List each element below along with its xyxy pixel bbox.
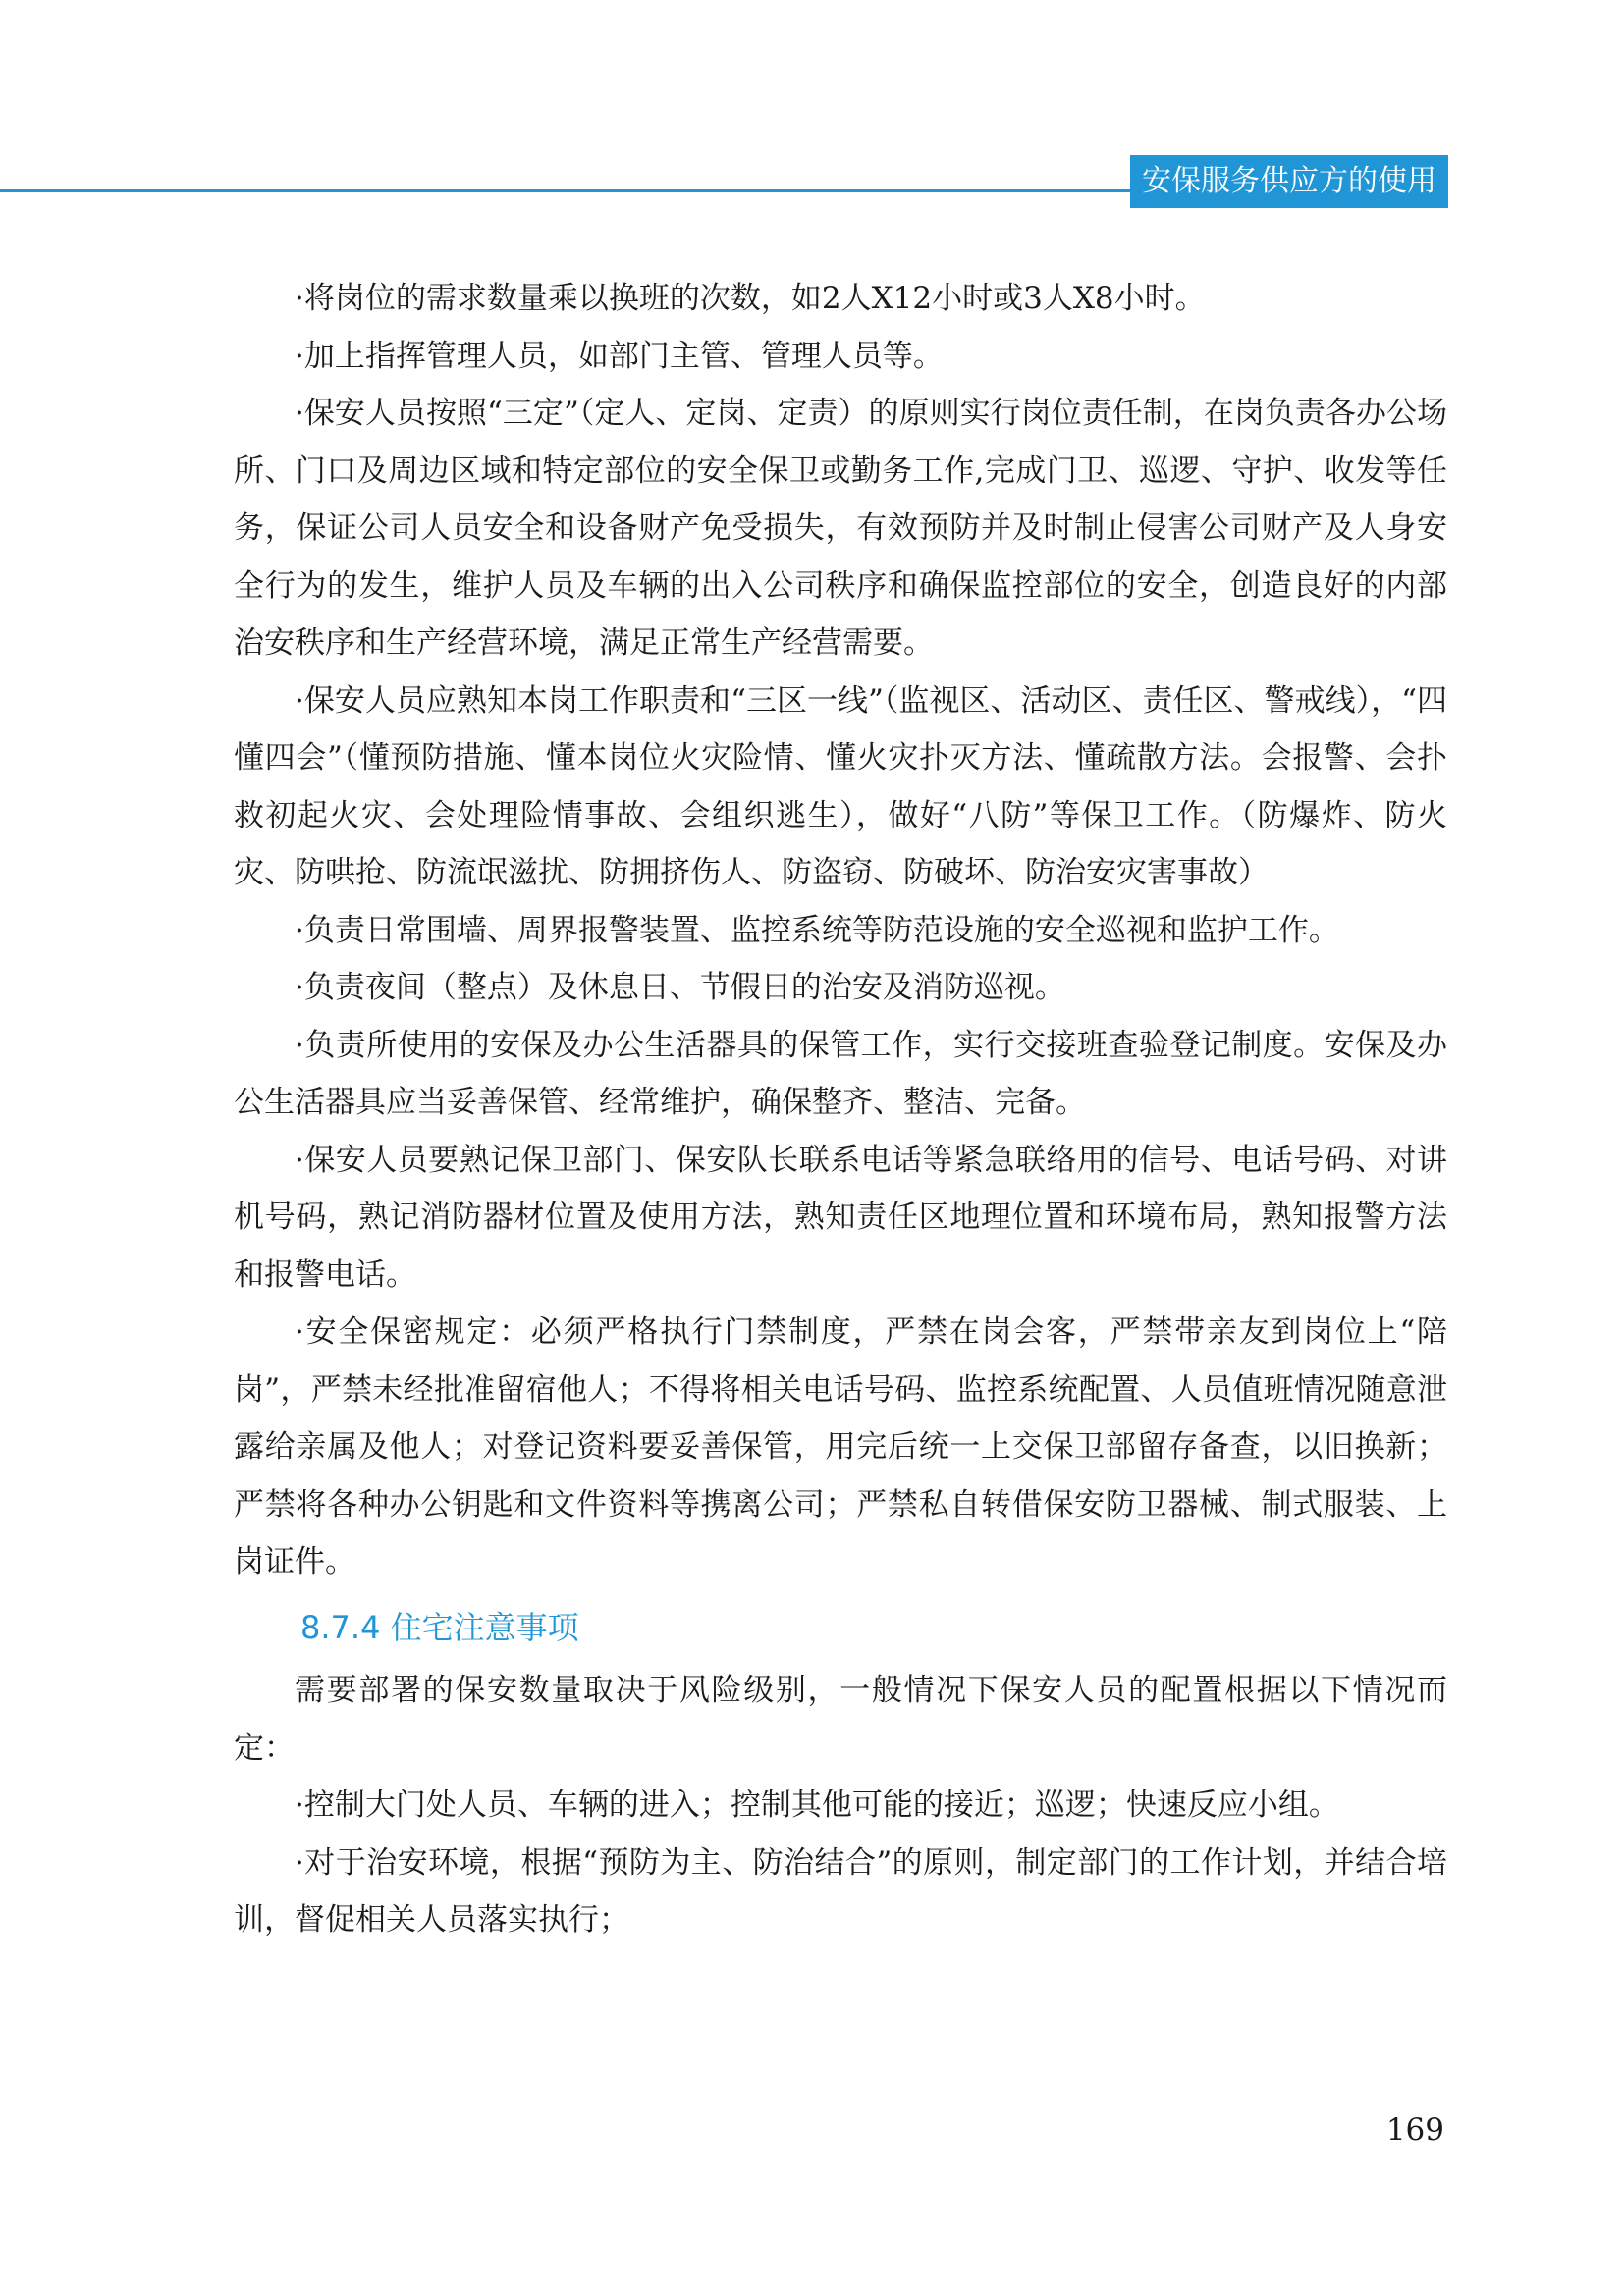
- paragraph: ·保安人员应熟知本岗工作职责和“三区一线”（监视区、活动区、责任区、警戒线），“四懂四会”（懂预防措施、懂本岗位火灾险情、懂火灾扑灭方法、懂疏散方法。会报警、会扑救初起火灾、会处理险情事故、会组织逃生），做好“八防”等保卫工作。（防爆炸、防火灾、防哄抢、防流氓滋扰、防拥挤伤人、防盗窃、防破坏、防治安灾害事故）: [234, 682, 1447, 890]
- paragraph: ·负责所使用的安保及办公生活器具的保管工作，实行交接班查验登记制度。安保及办公生活器具应当妥善保管、经常维护，确保整齐、整洁、完备。: [234, 1027, 1447, 1120]
- paragraph: ·负责日常围墙、周界报警装置、监控系统等防范设施的安全巡视和监护工作。: [295, 912, 1339, 948]
- paragraph: ·保安人员按照“三定”（定人、定岗、定责）的原则实行岗位责任制，在岗负责各办公场所、门口及周边区域和特定部位的安全保卫或勤务工作,完成门卫、巡逻、守护、收发等任务，保证公司人员安全和设备财产免受损失，有效预防并及时制止侵害公司财产及人身安全行为的发生，维护人员及车辆的出入公司秩序和确保监控部位的安全，创造良好的内部治安秩序和生产经营环境，满足正常生产经营需要。: [234, 396, 1447, 661]
- paragraph: 需要部署的保安数量取决于风险级别，一般情况下保安人员的配置根据以下情况而定：: [234, 1673, 1447, 1766]
- page-number: 169: [1385, 2112, 1444, 2148]
- paragraph: ·加上指挥管理人员，如部门主管、管理人员等。: [295, 338, 944, 374]
- page-content: [234, 270, 1447, 1949]
- paragraph: ·安全保密规定：必须严格执行门禁制度，严禁在岗会客，严禁带亲友到岗位上“陪岗”，严禁未经批准留宿他人；不得将相关电话号码、监控系统配置、人员值班情况随意泄露给亲属及他人；对登记资料要妥善保管，用完后统一上交保卫部留存备查，以旧换新；严禁将各种办公钥匙和文件资料等携离公司；严禁私自转借保安防卫器械、制式服装、上岗证件。: [234, 1314, 1447, 1579]
- paragraph: ·控制大门处人员、车辆的进入；控制其他可能的接近；巡逻；快速反应小组。: [295, 1788, 1339, 1823]
- section-heading: 8.7.4 住宅注意事项: [300, 1608, 579, 1646]
- paragraph: ·负责夜间（整点）及休息日、节假日的治安及消防巡视。: [295, 970, 1065, 1005]
- paragraph: ·对于治安环境，根据“预防为主、防治结合”的原则，制定部门的工作计划，并结合培训，督促相关人员落实执行；: [234, 1844, 1447, 1938]
- paragraph: ·保安人员要熟记保卫部门、保安队长联系电话等紧急联络用的信号、电话号码、对讲机号码，熟记消防器材位置及使用方法，熟知责任区地理位置和环境布局，熟知报警方法和报警电话。: [234, 1142, 1447, 1293]
- paragraph: ·将岗位的需求数量乘以换班的次数，如2人X12小时或3人X8小时。: [295, 281, 1206, 316]
- section-label-badge: 安保服务供应方的使用: [1130, 155, 1448, 208]
